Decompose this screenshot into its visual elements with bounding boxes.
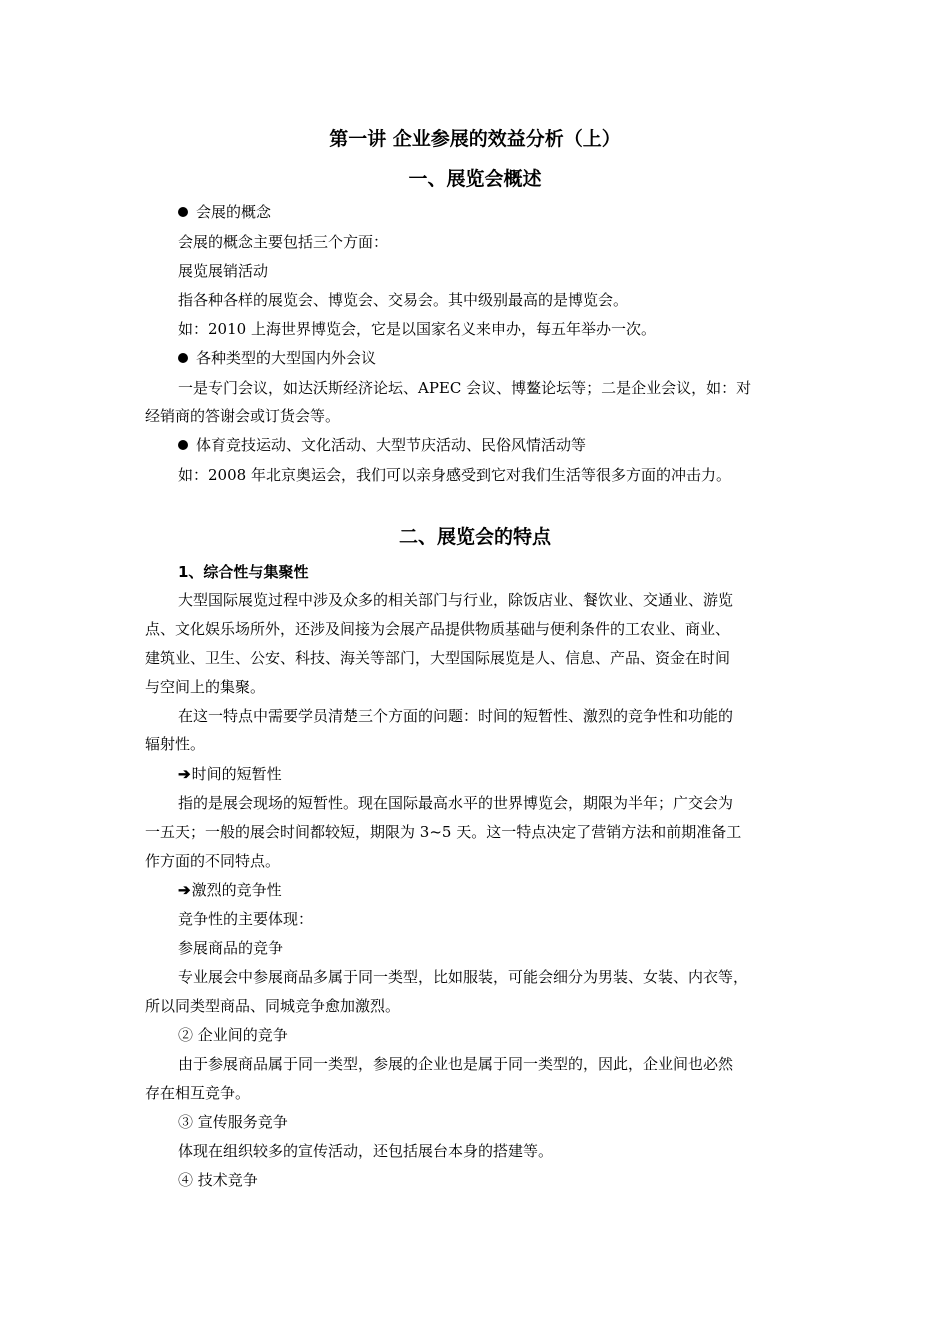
document-title: 第一讲 企业参展的效益分析（上） <box>329 128 621 150</box>
bullet-item <box>178 435 586 455</box>
paragraph: 大型国际展览过程中涉及众多的相关部门与行业，除饭店业、餐饮业、交通业、游览 <box>178 591 734 609</box>
numbered-item: ② 企业间的竞争 <box>178 1026 288 1044</box>
numbered-item: ③ 宣传服务竞争 <box>178 1113 288 1131</box>
paragraph-continuation: 与空间上的集聚。 <box>145 678 266 696</box>
paragraph: 竞争性的主要体现： <box>178 910 314 928</box>
paragraph: 在这一特点中需要学员清楚三个方面的问题：时间的短暂性、激烈的竞争性和功能的 <box>178 707 734 725</box>
paragraph-continuation: 一五天；一般的展会时间都较短，期限为 3~5 天。这一特点决定了营销方法和前期准备工 <box>145 823 742 841</box>
paragraph: 由于参展商品属于同一类型，参展的企业也是属于同一类型的，因此，企业间也必然 <box>178 1055 734 1073</box>
paragraph-continuation: 存在相互竞争。 <box>145 1084 251 1102</box>
arrow-item-text: 激烈的竞争性 <box>191 881 282 899</box>
paragraph: 会展的概念主要包括三个方面： <box>178 233 389 251</box>
paragraph: 体现在组织较多的宣传活动，还包括展台本身的搭建等。 <box>178 1142 554 1160</box>
paragraph: 指的是展会现场的短暂性。现在国际最高水平的世界博览会，期限为半年；广交会为 <box>178 794 734 812</box>
paragraph: 一是专门会议，如达沃斯经济论坛、APEC 会议、博鳌论坛等；二是企业会议，如：对 <box>178 379 752 397</box>
paragraph: 展览展销活动 <box>178 262 269 280</box>
paragraph-continuation: 辐射性。 <box>145 735 206 753</box>
bullet-text: 各种类型的大型国内外会议 <box>196 349 377 367</box>
paragraph-continuation: 点、文化娱乐场所外，还涉及间接为会展产品提供物质基础与便利条件的工农业、商业、 <box>145 620 731 638</box>
paragraph-continuation: 所以同类型商品、同城竞争愈加激烈。 <box>145 997 401 1015</box>
arrow-item-text: 时间的短暂性 <box>191 765 282 783</box>
subheading: 1、综合性与集聚性 <box>178 563 309 581</box>
paragraph: 如：2008 年北京奥运会，我们可以亲身感受到它对我们生活等很多方面的冲击力。 <box>178 466 731 484</box>
arrow-item <box>178 764 282 784</box>
paragraph-continuation: 建筑业、卫生、公安、科技、海关等部门，大型国际展览是人、信息、产品、资金在时间 <box>145 649 731 667</box>
paragraph: 参展商品的竞争 <box>178 939 284 957</box>
section-heading-overview: 一、展览会概述 <box>408 168 542 190</box>
arrow-item <box>178 880 282 900</box>
paragraph-continuation: 经销商的答谢会或订货会等。 <box>145 407 341 425</box>
bullet-item <box>178 202 271 222</box>
bullet-dot-icon <box>178 207 188 217</box>
bullet-dot-icon <box>178 440 188 450</box>
bullet-item <box>178 348 376 368</box>
paragraph: 指各种各样的展览会、博览会、交易会。其中级别最高的是博览会。 <box>178 291 629 309</box>
bullet-dot-icon <box>178 353 188 363</box>
arrow-right-icon: ➔ <box>178 881 191 899</box>
paragraph: 如：2010 上海世界博览会，它是以国家名义来申办，每五年举办一次。 <box>178 320 656 338</box>
bullet-text: 体育竞技运动、文化活动、大型节庆活动、民俗风情活动等 <box>196 436 587 454</box>
arrow-right-icon: ➔ <box>178 765 191 783</box>
paragraph: 专业展会中参展商品多属于同一类型，比如服装，可能会细分为男装、女装、内衣等， <box>178 968 749 986</box>
numbered-item: ④ 技术竞争 <box>178 1171 258 1189</box>
section-heading-features: 二、展览会的特点 <box>398 526 551 548</box>
paragraph-continuation: 作方面的不同特点。 <box>145 852 281 870</box>
bullet-text: 会展的概念 <box>196 203 272 221</box>
